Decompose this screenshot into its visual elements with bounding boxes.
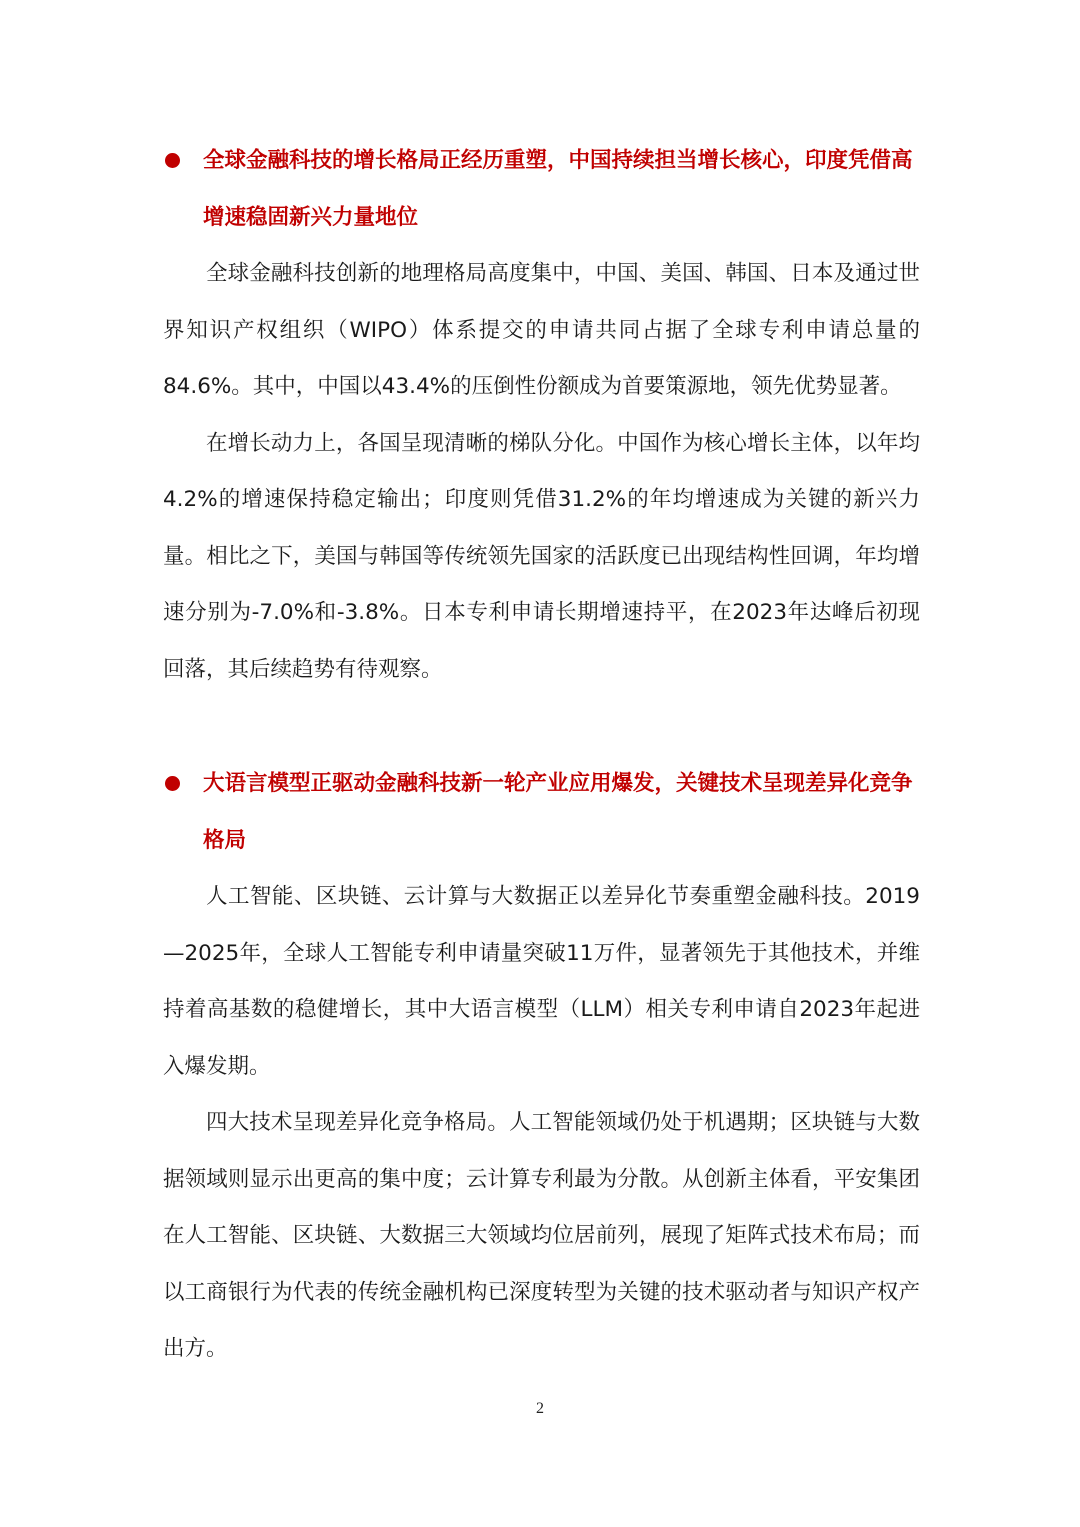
section-heading <box>163 132 920 246</box>
section-heading <box>163 755 920 869</box>
section-heading-text: 大语言模型正驱动金融科技新一轮产业应用爆发，关键技术呈现差异化竞争格局 <box>203 771 913 853</box>
body-paragraph: 在增长动力上，各国呈现清晰的梯队分化。中国作为核心增长主体，以年均4.2%的增速保持稳定输出；印度则凭借31.2%的年均增速成为关键的新兴力量。相比之下，美国与韩国等传统领先国家的活跃度已出现结构性回调，年均增速分别为-7.0%和-3.8%。日本专利申请长期增速持平，在2023年达峰后初现回落，其后续趋势有待观察。 <box>163 430 920 682</box>
section-heading-text: 全球金融科技的增长格局正经历重塑，中国持续担当增长核心，印度凭借高增速稳固新兴力量地位 <box>203 148 913 230</box>
section-llm-applications <box>163 755 920 1378</box>
page-number: 2 <box>536 1400 544 1417</box>
body-paragraph: 全球金融科技创新的地理格局高度集中，中国、美国、韩国、日本及通过世界知识产权组织（WIPO）体系提交的申请共同占据了全球专利申请总量的84.6%。其中，中国以43.4%的压倒性份额成为首要策源地，领先优势显著。 <box>163 261 920 399</box>
section-global-growth <box>163 132 920 698</box>
bullet-dot-icon <box>165 153 180 168</box>
body-paragraph: 人工智能、区块链、云计算与大数据正以差异化节奏重塑金融科技。2019—2025年，全球人工智能专利申请量突破11万件，显著领先于其他技术，并维持着高基数的稳健增长，其中大语言模型（LLM）相关专利申请自2023年起进入爆发期。 <box>163 884 920 1079</box>
bullet-dot-icon <box>165 776 180 791</box>
body-paragraph: 四大技术呈现差异化竞争格局。人工智能领域仍处于机遇期；区块链与大数据领域则显示出更高的集中度；云计算专利最为分散。从创新主体看，平安集团在人工智能、区块链、大数据三大领域均位居前列，展现了矩阵式技术布局；而以工商银行为代表的传统金融机构已深度转型为关键的技术驱动者与知识产权产出方。 <box>163 1110 920 1361</box>
